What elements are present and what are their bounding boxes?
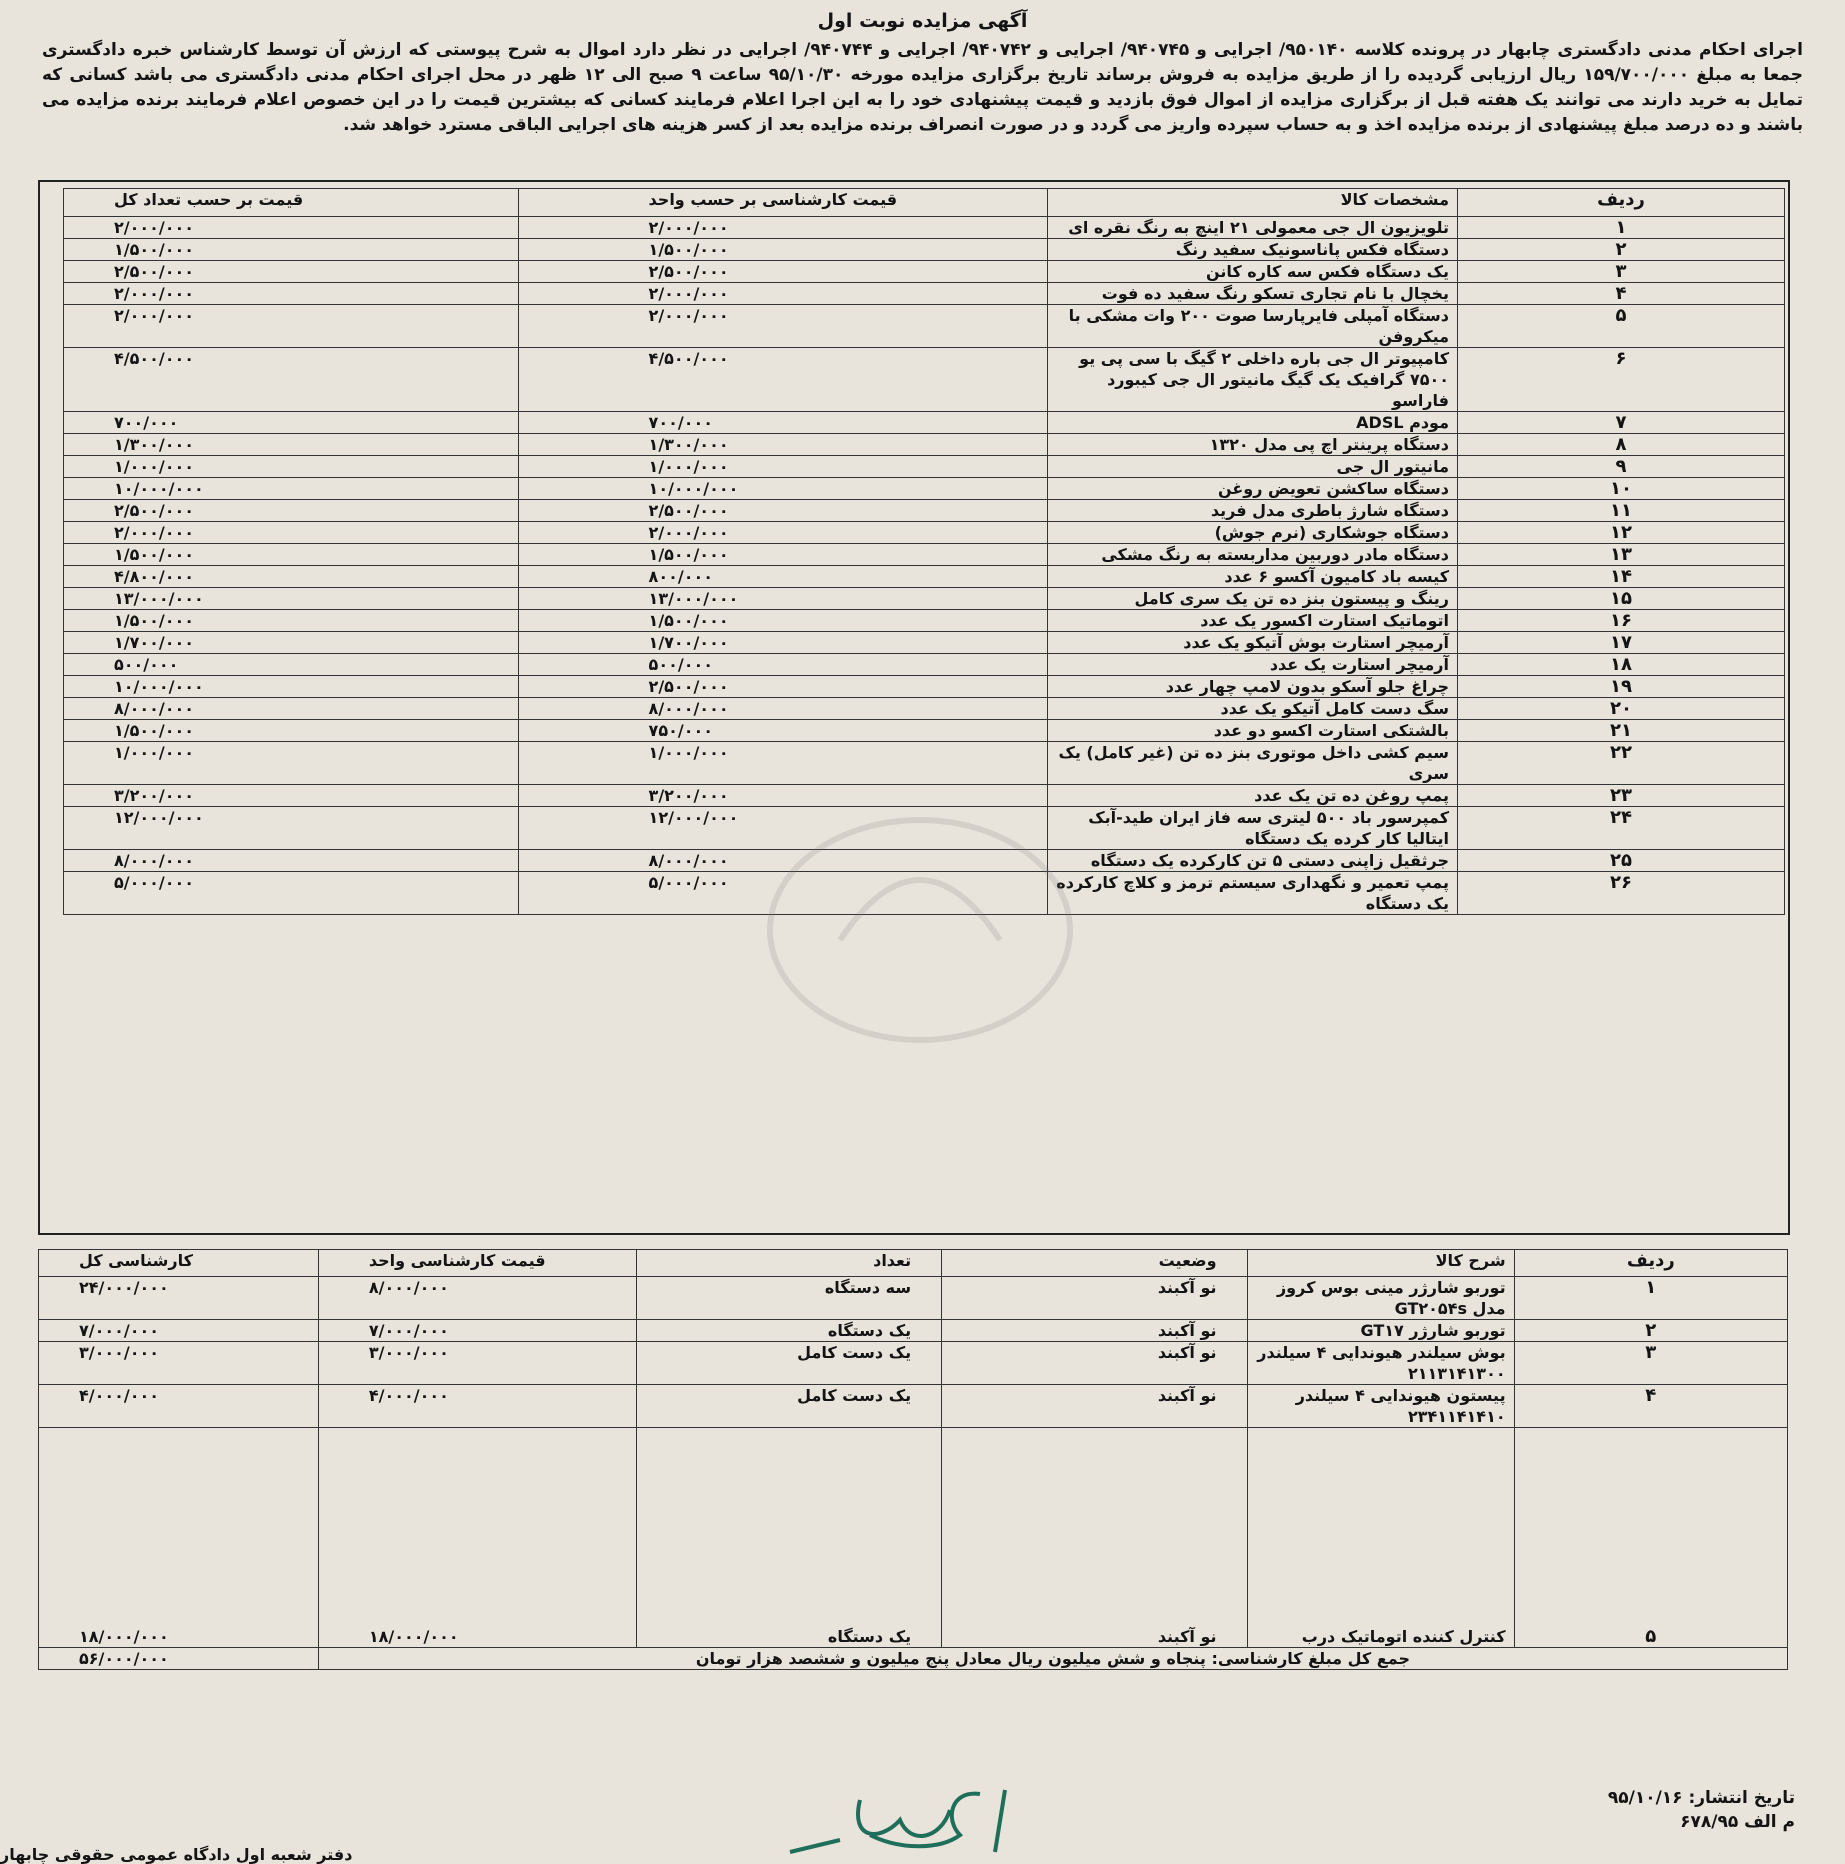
row2-idx: ۲ xyxy=(1514,1320,1787,1342)
row-desc: دستگاه ساکشن تعویض روغن xyxy=(1047,478,1457,500)
table-row xyxy=(39,1428,1788,1648)
header2-total-price: کارشناسی کل xyxy=(39,1250,319,1277)
row-unit-price: ۸/۰۰۰/۰۰۰ xyxy=(518,698,1047,720)
row2-desc: کنترل کننده اتوماتیک درب xyxy=(1247,1428,1514,1648)
table-row xyxy=(64,588,1785,610)
row-idx: ۱۳ xyxy=(1458,544,1785,566)
table-row xyxy=(39,1385,1788,1428)
row-unit-price: ۵/۰۰۰/۰۰۰ xyxy=(518,872,1047,915)
notice-intro: اجرای احکام مدنی دادگستری چابهار در پرونده کلاسه ۹۵۰۱۴۰/ اجرایی و ۹۴۰۷۴۵/ اجرایی و ۹۴۰۷۴۲/ اجرایی و ۹۴۰۷۴۴/ اجرایی در نظر دارد اموال به شرح پیوستی که ارزش آن توسط کارشناس خبره دادگستری جمعا به مبلغ ۱۵۹/۷۰۰/۰۰۰ ریال ارزیابی گردیده را از طریق مزایده به فروش برساند تاریخ برگزاری مزایده مورخه ۹۵/۱۰/۳۰ ساعت ۹ صبح الی ۱۲ ظهر در محل اجرای احکام مدنی دادگستری می باشد کسانی که تمایل به خرید دارند می توانند یک هفته قبل از برگزاری مزایده از اموال فوق بازدید و قیمت پیشنهادی خود را به این اجرا اعلام فرمایند کسانی که بیشترین قیمت را در این خصوص اعلام فرمایند برنده مزایده می باشند و ده درصد مبلغ پیشنهادی از برنده مزایده اخذ و به حساب سپرده واریز می گردد و در صورت انصراف برنده مزایده بعد از کسر هزینه های اجرایی الباقی مسترد خواهد شد. xyxy=(42,40,1803,135)
row2-status: نو آکبند xyxy=(942,1385,1247,1428)
row2-total-price: ۱۸/۰۰۰/۰۰۰ xyxy=(39,1428,319,1648)
row-idx: ۹ xyxy=(1458,456,1785,478)
row2-total-price: ۲۴/۰۰۰/۰۰۰ xyxy=(39,1277,319,1320)
row-unit-price: ۲/۰۰۰/۰۰۰ xyxy=(518,283,1047,305)
row-unit-price: ۲/۵۰۰/۰۰۰ xyxy=(518,261,1047,283)
row-idx: ۲۵ xyxy=(1458,850,1785,872)
row-total-price: ۲/۰۰۰/۰۰۰ xyxy=(64,283,519,305)
row-desc: چراغ جلو آسکو بدون لامپ چهار عدد xyxy=(1047,676,1457,698)
row-total-price: ۸/۰۰۰/۰۰۰ xyxy=(64,698,519,720)
table-row xyxy=(64,500,1785,522)
row2-desc: بوش سیلندر هیوندایی ۴ سیلندر ۲۱۱۳۱۴۱۳۰۰ xyxy=(1247,1342,1514,1385)
row-unit-price: ۱/۷۰۰/۰۰۰ xyxy=(518,632,1047,654)
row-idx: ۳ xyxy=(1458,261,1785,283)
row-desc: یخچال با نام تجاری تسکو رنگ سفید ده فوت xyxy=(1047,283,1457,305)
parts-table xyxy=(38,1249,1788,1670)
table-row xyxy=(64,412,1785,434)
table-row xyxy=(39,1342,1788,1385)
row2-total-price: ۷/۰۰۰/۰۰۰ xyxy=(39,1320,319,1342)
table-row xyxy=(64,742,1785,785)
row2-idx: ۱ xyxy=(1514,1277,1787,1320)
row-total-price: ۲/۰۰۰/۰۰۰ xyxy=(64,305,519,348)
header2-desc: شرح کالا xyxy=(1247,1250,1514,1277)
table-row xyxy=(64,698,1785,720)
row-unit-price: ۱/۵۰۰/۰۰۰ xyxy=(518,610,1047,632)
row-desc: پمپ روغن ده تن یک عدد xyxy=(1047,785,1457,807)
parts-table-body xyxy=(39,1277,1788,1648)
table-row xyxy=(64,610,1785,632)
row-idx: ۱۶ xyxy=(1458,610,1785,632)
row-idx: ۶ xyxy=(1458,348,1785,412)
row-desc: مانیتور ال جی xyxy=(1047,456,1457,478)
row-total-price: ۱/۰۰۰/۰۰۰ xyxy=(64,456,519,478)
row-total-price: ۱۰/۰۰۰/۰۰۰ xyxy=(64,478,519,500)
row-total-price: ۷۰۰/۰۰۰ xyxy=(64,412,519,434)
row-desc: سیم کشی داخل موتوری بنز ده تن (غیر کامل) یک سری xyxy=(1047,742,1457,785)
row-unit-price: ۲/۰۰۰/۰۰۰ xyxy=(518,522,1047,544)
table-row xyxy=(64,522,1785,544)
row-idx: ۱۷ xyxy=(1458,632,1785,654)
row-idx: ۸ xyxy=(1458,434,1785,456)
table-row xyxy=(64,283,1785,305)
row-desc: مودم ADSL xyxy=(1047,412,1457,434)
row-unit-price: ۱۰/۰۰۰/۰۰۰ xyxy=(518,478,1047,500)
row-idx: ۲۲ xyxy=(1458,742,1785,785)
row-desc: دستگاه مادر دوربین مداربسته به رنگ مشکی xyxy=(1047,544,1457,566)
row2-idx: ۳ xyxy=(1514,1342,1787,1385)
row-desc: آرمیچر استارت بوش آتیکو یک عدد xyxy=(1047,632,1457,654)
row-total-price: ۴/۸۰۰/۰۰۰ xyxy=(64,566,519,588)
row2-unit-price: ۷/۰۰۰/۰۰۰ xyxy=(318,1320,636,1342)
table-row xyxy=(64,239,1785,261)
row-total-price: ۵/۰۰۰/۰۰۰ xyxy=(64,872,519,915)
row2-total-price: ۴/۰۰۰/۰۰۰ xyxy=(39,1385,319,1428)
table-row xyxy=(39,1320,1788,1342)
row2-desc: توربو شارژر مینی بوس کروز مدل GT۲۰۵۴s xyxy=(1247,1277,1514,1320)
row-desc: کیسه باد کامیون آکسو ۶ عدد xyxy=(1047,566,1457,588)
row-unit-price: ۱/۰۰۰/۰۰۰ xyxy=(518,456,1047,478)
table-row xyxy=(64,632,1785,654)
notice-title: آگهی مزایده نوبت اول xyxy=(817,10,1028,32)
row-desc: دستگاه جوشکاری (نرم جوش) xyxy=(1047,522,1457,544)
row-idx: ۱۹ xyxy=(1458,676,1785,698)
row-total-price: ۲/۰۰۰/۰۰۰ xyxy=(64,217,519,239)
table-row xyxy=(64,544,1785,566)
table-row xyxy=(39,1277,1788,1320)
row-desc: بالشتکی استارت اکسو دو عدد xyxy=(1047,720,1457,742)
row-idx: ۵ xyxy=(1458,305,1785,348)
parts-table-header xyxy=(39,1250,1788,1277)
row-idx: ۱۰ xyxy=(1458,478,1785,500)
row-desc: جرثقیل زاپنی دستی ۵ تن کارکرده یک دستگاه xyxy=(1047,850,1457,872)
row2-idx: ۴ xyxy=(1514,1385,1787,1428)
header-desc: مشخصات کالا xyxy=(1047,189,1457,217)
row-desc: دستگاه آمپلی فایرپارسا صوت ۲۰۰ وات مشکی با میکروفن xyxy=(1047,305,1457,348)
row-total-price: ۲/۵۰۰/۰۰۰ xyxy=(64,261,519,283)
row-unit-price: ۱/۵۰۰/۰۰۰ xyxy=(518,239,1047,261)
row-total-price: ۱/۳۰۰/۰۰۰ xyxy=(64,434,519,456)
row-unit-price: ۱/۵۰۰/۰۰۰ xyxy=(518,544,1047,566)
row-total-price: ۱/۰۰۰/۰۰۰ xyxy=(64,742,519,785)
table-row xyxy=(64,720,1785,742)
table-row xyxy=(64,676,1785,698)
row-total-price: ۴/۵۰۰/۰۰۰ xyxy=(64,348,519,412)
header2-status: وضعیت xyxy=(942,1250,1247,1277)
row-desc: کمپرسور باد ۵۰۰ لیتری سه فاز ایران طید-آبک ایتالیا کار کرده یک دستگاه xyxy=(1047,807,1457,850)
row-desc: کامپیوتر ال جی باره داخلی ۲ گیگ با سی پی یو ۷۵۰۰ گرافیک یک گیگ مانیتور ال جی کیبورد فاراسو xyxy=(1047,348,1457,412)
row2-count: یک دست کامل xyxy=(636,1342,941,1385)
watermark-logo xyxy=(720,780,1120,1080)
row-total-price: ۱/۵۰۰/۰۰۰ xyxy=(64,720,519,742)
row-desc: دستگاه شارژ باطری مدل فرید xyxy=(1047,500,1457,522)
row-total-price: ۱۳/۰۰۰/۰۰۰ xyxy=(64,588,519,610)
notice-code: م الف ۶۷۸/۹۵ xyxy=(1680,1812,1795,1832)
row-unit-price: ۲/۵۰۰/۰۰۰ xyxy=(518,676,1047,698)
header-unit-price: قیمت کارشناسی بر حسب واحد xyxy=(518,189,1047,217)
table-row xyxy=(64,456,1785,478)
row-total-price: ۱/۵۰۰/۰۰۰ xyxy=(64,610,519,632)
row2-status: نو آکبند xyxy=(942,1320,1247,1342)
row2-count: سه دستگاه xyxy=(636,1277,941,1320)
row2-desc: پیستون هیوندایی ۴ سیلندر ۲۳۴۱۱۴۱۴۱۰ xyxy=(1247,1385,1514,1428)
table-row xyxy=(64,434,1785,456)
row-idx: ۴ xyxy=(1458,283,1785,305)
row-unit-price: ۳/۲۰۰/۰۰۰ xyxy=(518,785,1047,807)
row-desc: آرمیچر استارت یک عدد xyxy=(1047,654,1457,676)
header2-count: تعداد xyxy=(636,1250,941,1277)
row-total-price: ۸/۰۰۰/۰۰۰ xyxy=(64,850,519,872)
row-idx: ۲ xyxy=(1458,239,1785,261)
row2-count: یک دست کامل xyxy=(636,1385,941,1428)
row-idx: ۱۸ xyxy=(1458,654,1785,676)
header-idx: ردیف xyxy=(1458,189,1785,217)
row-desc: دستگاه فکس پاناسونیک سفید رنگ xyxy=(1047,239,1457,261)
row-unit-price: ۸/۰۰۰/۰۰۰ xyxy=(518,850,1047,872)
sum-value: ۵۶/۰۰۰/۰۰۰ xyxy=(39,1648,319,1670)
row-total-price: ۳/۲۰۰/۰۰۰ xyxy=(64,785,519,807)
sum-row xyxy=(39,1648,1788,1670)
row-idx: ۲۳ xyxy=(1458,785,1785,807)
row-total-price: ۱/۵۰۰/۰۰۰ xyxy=(64,239,519,261)
row2-unit-price: ۱۸/۰۰۰/۰۰۰ xyxy=(318,1428,636,1648)
row-total-price: ۱۲/۰۰۰/۰۰۰ xyxy=(64,807,519,850)
row-unit-price: ۴/۵۰۰/۰۰۰ xyxy=(518,348,1047,412)
row-desc: سگ دست کامل آتیکو یک عدد xyxy=(1047,698,1457,720)
row2-idx: ۵ xyxy=(1514,1428,1787,1648)
row-unit-price: ۷۰۰/۰۰۰ xyxy=(518,412,1047,434)
row-unit-price: ۱۲/۰۰۰/۰۰۰ xyxy=(518,807,1047,850)
row2-unit-price: ۴/۰۰۰/۰۰۰ xyxy=(318,1385,636,1428)
court-signoff: دفتر شعبه اول دادگاه عمومی حقوقی چابهار xyxy=(0,1845,353,1864)
header2-idx: ردیف xyxy=(1514,1250,1787,1277)
sum-label: جمع کل مبلغ کارشناسی: پنجاه و شش میلیون ریال معادل پنج میلیون و ششصد هزار تومان xyxy=(318,1648,1787,1670)
row-unit-price: ۸۰۰/۰۰۰ xyxy=(518,566,1047,588)
row2-status: نو آکبند xyxy=(942,1342,1247,1385)
row2-status: نو آکبند xyxy=(942,1428,1247,1648)
row-desc: رینگ و پیستون بنز ده تن یک سری کامل xyxy=(1047,588,1457,610)
row-unit-price: ۱/۰۰۰/۰۰۰ xyxy=(518,742,1047,785)
header-total-price: قیمت بر حسب تعداد کل xyxy=(64,189,519,217)
row-total-price: ۱/۷۰۰/۰۰۰ xyxy=(64,632,519,654)
row-idx: ۱۱ xyxy=(1458,500,1785,522)
table-row xyxy=(64,348,1785,412)
header2-unit-price: قیمت کارشناسی واحد xyxy=(318,1250,636,1277)
row-idx: ۱۵ xyxy=(1458,588,1785,610)
row-idx: ۲۴ xyxy=(1458,807,1785,850)
table-row xyxy=(64,305,1785,348)
row-total-price: ۲/۵۰۰/۰۰۰ xyxy=(64,500,519,522)
row-idx: ۱ xyxy=(1458,217,1785,239)
table-row xyxy=(64,654,1785,676)
row-unit-price: ۲/۵۰۰/۰۰۰ xyxy=(518,500,1047,522)
row-unit-price: ۲/۰۰۰/۰۰۰ xyxy=(518,217,1047,239)
row-desc: دستگاه پرینتر اچ پی مدل ۱۳۲۰ xyxy=(1047,434,1457,456)
items-table-header xyxy=(64,189,1785,217)
row-idx: ۷ xyxy=(1458,412,1785,434)
row-desc: یک دستگاه فکس سه کاره کانن xyxy=(1047,261,1457,283)
table-row xyxy=(64,217,1785,239)
row-idx: ۱۴ xyxy=(1458,566,1785,588)
row-idx: ۲۶ xyxy=(1458,872,1785,915)
row2-unit-price: ۸/۰۰۰/۰۰۰ xyxy=(318,1277,636,1320)
row-unit-price: ۱/۳۰۰/۰۰۰ xyxy=(518,434,1047,456)
row2-status: نو آکبند xyxy=(942,1277,1247,1320)
row-idx: ۱۲ xyxy=(1458,522,1785,544)
row-total-price: ۱/۵۰۰/۰۰۰ xyxy=(64,544,519,566)
table-row xyxy=(64,478,1785,500)
row2-total-price: ۳/۰۰۰/۰۰۰ xyxy=(39,1342,319,1385)
row-desc: اتوماتیک استارت اکسور یک عدد xyxy=(1047,610,1457,632)
row2-count: یک دستگاه xyxy=(636,1320,941,1342)
row2-unit-price: ۳/۰۰۰/۰۰۰ xyxy=(318,1342,636,1385)
row-desc: پمپ تعمیر و نگهداری سیستم ترمز و کلاچ کارکرده یک دستگاه xyxy=(1047,872,1457,915)
row-unit-price: ۵۰۰/۰۰۰ xyxy=(518,654,1047,676)
row-idx: ۲۱ xyxy=(1458,720,1785,742)
row-total-price: ۲/۰۰۰/۰۰۰ xyxy=(64,522,519,544)
handwritten-number xyxy=(780,1780,1040,1860)
row-total-price: ۵۰۰/۰۰۰ xyxy=(64,654,519,676)
table-row xyxy=(64,566,1785,588)
table-row xyxy=(64,261,1785,283)
row-total-price: ۱۰/۰۰۰/۰۰۰ xyxy=(64,676,519,698)
row-unit-price: ۲/۰۰۰/۰۰۰ xyxy=(518,305,1047,348)
row-unit-price: ۱۳/۰۰۰/۰۰۰ xyxy=(518,588,1047,610)
publication-date: تاریخ انتشار: ۹۵/۱۰/۱۶ xyxy=(1607,1788,1795,1808)
row2-count: یک دستگاه xyxy=(636,1428,941,1648)
row-idx: ۲۰ xyxy=(1458,698,1785,720)
row2-desc: توربو شارژر GT۱۷ xyxy=(1247,1320,1514,1342)
row-desc: تلویزیون ال جی معمولی ۲۱ اینچ به رنگ نقره ای xyxy=(1047,217,1457,239)
row-unit-price: ۷۵۰/۰۰۰ xyxy=(518,720,1047,742)
